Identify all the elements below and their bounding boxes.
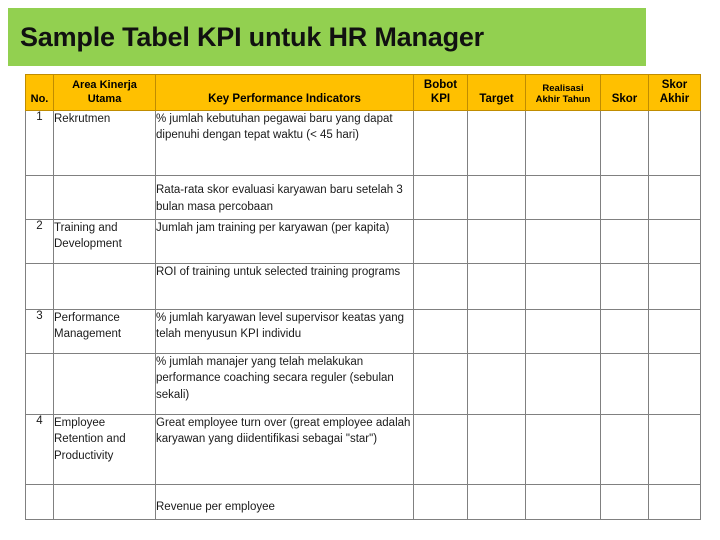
title-banner xyxy=(8,8,646,66)
cell-target[interactable] xyxy=(468,176,526,220)
cell-bobot-kpi[interactable] xyxy=(414,310,468,354)
cell-key-performance-indicator[interactable]: % jumlah manajer yang telah melakukan performance coaching secara reguler (sebulan sekali) xyxy=(156,354,414,415)
cell-skor[interactable] xyxy=(601,485,649,520)
cell-realisasi-akhir-tahun[interactable] xyxy=(526,176,601,220)
cell-target[interactable] xyxy=(468,485,526,520)
column-header-skor-akhir xyxy=(649,75,701,111)
cell-bobot-kpi[interactable] xyxy=(414,415,468,485)
column-header-area-line2: Utama xyxy=(87,92,122,105)
column-header-realisasi-akhir-tahun xyxy=(526,75,601,111)
cell-area-kinerja-utama[interactable] xyxy=(54,485,156,520)
cell-realisasi-akhir-tahun[interactable] xyxy=(526,415,601,485)
table-row xyxy=(26,310,701,354)
cell-realisasi-akhir-tahun[interactable] xyxy=(526,264,601,310)
table-row xyxy=(26,415,701,485)
column-header-skor-label: Skor xyxy=(611,93,638,106)
column-header-bobot-kpi xyxy=(414,75,468,111)
cell-bobot-kpi[interactable] xyxy=(414,220,468,264)
cell-no[interactable]: 2 xyxy=(26,220,54,264)
cell-target[interactable] xyxy=(468,264,526,310)
cell-skor-akhir[interactable] xyxy=(649,310,701,354)
cell-skor-akhir[interactable] xyxy=(649,485,701,520)
column-header-target-label: Target xyxy=(479,93,514,106)
column-header-bobot-line1: Bobot xyxy=(423,79,458,91)
cell-target[interactable] xyxy=(468,354,526,415)
cell-skor[interactable] xyxy=(601,264,649,310)
column-header-skor xyxy=(601,75,649,111)
cell-no[interactable]: 4 xyxy=(26,415,54,485)
table-row xyxy=(26,176,701,220)
cell-area-kinerja-utama[interactable]: Employee Retention and Productivity xyxy=(54,415,156,485)
cell-key-performance-indicator[interactable]: Jumlah jam training per karyawan (per kapita) xyxy=(156,220,414,264)
cell-key-performance-indicator[interactable]: Revenue per employee xyxy=(156,485,414,520)
cell-target[interactable] xyxy=(468,415,526,485)
column-header-no xyxy=(26,75,54,111)
kpi-table-container xyxy=(25,74,700,520)
cell-area-kinerja-utama[interactable] xyxy=(54,176,156,220)
cell-no[interactable]: 1 xyxy=(26,111,54,176)
cell-no[interactable] xyxy=(26,354,54,415)
cell-bobot-kpi[interactable] xyxy=(414,264,468,310)
cell-skor-akhir[interactable] xyxy=(649,176,701,220)
cell-skor[interactable] xyxy=(601,310,649,354)
cell-skor[interactable] xyxy=(601,176,649,220)
cell-skor-akhir[interactable] xyxy=(649,220,701,264)
cell-area-kinerja-utama[interactable]: Rekrutmen xyxy=(54,111,156,176)
cell-no[interactable] xyxy=(26,264,54,310)
cell-realisasi-akhir-tahun[interactable] xyxy=(526,220,601,264)
cell-bobot-kpi[interactable] xyxy=(414,354,468,415)
cell-key-performance-indicator[interactable]: % jumlah kebutuhan pegawai baru yang dapat dipenuhi dengan tepat waktu (< 45 hari) xyxy=(156,111,414,176)
cell-realisasi-akhir-tahun[interactable] xyxy=(526,354,601,415)
cell-skor[interactable] xyxy=(601,415,649,485)
table-row xyxy=(26,354,701,415)
cell-bobot-kpi[interactable] xyxy=(414,485,468,520)
cell-skor-akhir[interactable] xyxy=(649,354,701,415)
cell-area-kinerja-utama[interactable] xyxy=(54,264,156,310)
cell-area-kinerja-utama[interactable]: Training and Development xyxy=(54,220,156,264)
cell-bobot-kpi[interactable] xyxy=(414,111,468,176)
column-header-realisasi-line2: Akhir Tahun xyxy=(535,94,591,106)
cell-area-kinerja-utama[interactable] xyxy=(54,354,156,415)
cell-area-kinerja-utama[interactable]: Performance Management xyxy=(54,310,156,354)
cell-key-performance-indicator[interactable]: % jumlah karyawan level supervisor keatas yang telah menyusun KPI individu xyxy=(156,310,414,354)
column-header-bobot-line2: KPI xyxy=(430,93,451,106)
cell-no[interactable]: 3 xyxy=(26,310,54,354)
table-row xyxy=(26,220,701,264)
column-header-skorakhir-line2: Akhir xyxy=(659,93,690,106)
cell-skor-akhir[interactable] xyxy=(649,111,701,176)
cell-no[interactable] xyxy=(26,176,54,220)
table-body xyxy=(26,111,701,520)
page-title: Sample Tabel KPI untuk HR Manager xyxy=(20,21,484,52)
column-header-area-line1: Area Kinerja xyxy=(72,79,137,92)
column-header-target xyxy=(468,75,526,111)
table-header xyxy=(26,75,701,111)
cell-no[interactable] xyxy=(26,485,54,520)
cell-target[interactable] xyxy=(468,111,526,176)
cell-key-performance-indicator[interactable]: Rata-rata skor evaluasi karyawan baru setelah 3 bulan masa percobaan xyxy=(156,176,414,220)
table-row xyxy=(26,485,701,520)
cell-skor-akhir[interactable] xyxy=(649,264,701,310)
cell-skor[interactable] xyxy=(601,111,649,176)
cell-target[interactable] xyxy=(468,220,526,264)
cell-realisasi-akhir-tahun[interactable] xyxy=(526,485,601,520)
column-header-kpi-label: Key Performance Indicators xyxy=(208,93,361,106)
cell-key-performance-indicator[interactable]: ROI of training untuk selected training programs xyxy=(156,264,414,310)
column-header-realisasi-line1: Realisasi xyxy=(542,82,584,94)
cell-skor[interactable] xyxy=(601,354,649,415)
table-row xyxy=(26,111,701,176)
cell-key-performance-indicator[interactable]: Great employee turn over (great employee adalah karyawan yang diidentifikasi sebagai "star") xyxy=(156,415,414,485)
column-header-area-kinerja-utama xyxy=(54,75,156,111)
kpi-table xyxy=(25,74,701,520)
cell-skor[interactable] xyxy=(601,220,649,264)
cell-skor-akhir[interactable] xyxy=(649,415,701,485)
column-header-no-label: No. xyxy=(30,92,49,105)
cell-target[interactable] xyxy=(468,310,526,354)
column-header-skorakhir-line1: Skor xyxy=(661,79,688,91)
column-header-key-performance-indicators xyxy=(156,75,414,111)
header-row xyxy=(26,75,701,111)
table-row xyxy=(26,264,701,310)
cell-realisasi-akhir-tahun[interactable] xyxy=(526,310,601,354)
cell-bobot-kpi[interactable] xyxy=(414,176,468,220)
cell-realisasi-akhir-tahun[interactable] xyxy=(526,111,601,176)
